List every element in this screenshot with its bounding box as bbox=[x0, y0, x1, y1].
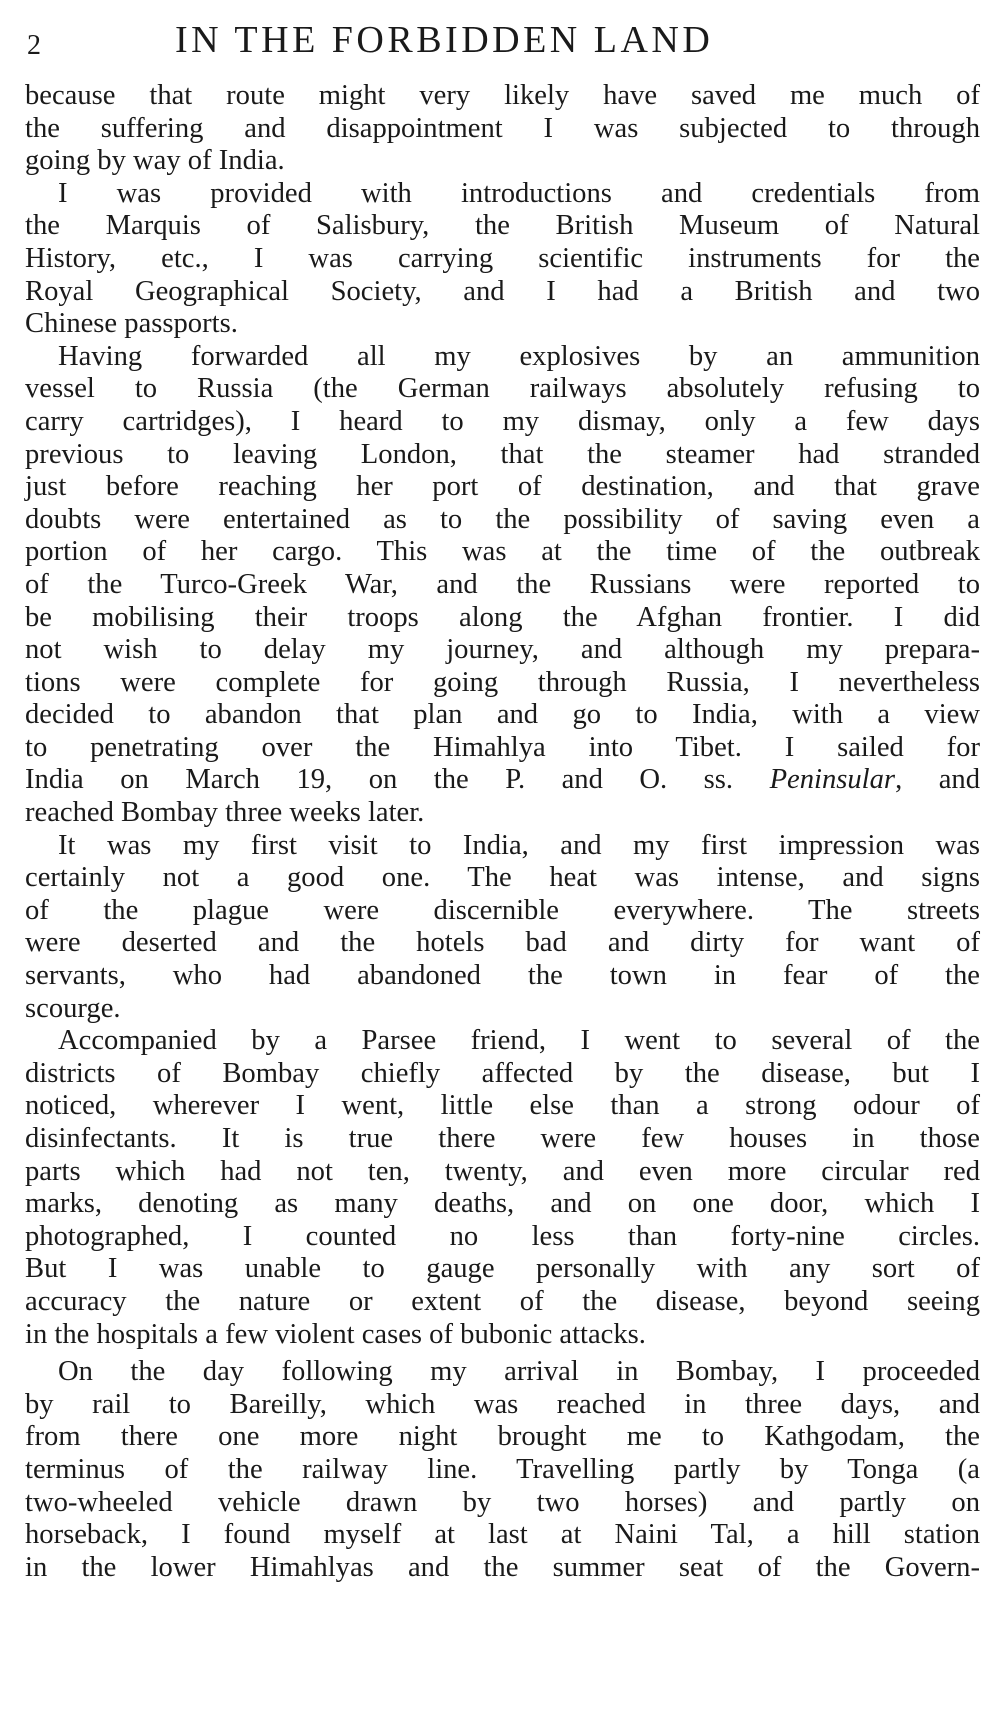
ship-name: Peninsular bbox=[769, 764, 896, 796]
paragraph bbox=[25, 80, 980, 178]
text-line: just before reaching her port of destination, and that grave bbox=[25, 471, 980, 503]
text-line: of the plague were discernible everywhere. The streets bbox=[25, 894, 980, 926]
text-line: certainly not a good one. The heat was intense, and signs bbox=[25, 862, 980, 894]
text-line: decided to abandon that plan and go to India, with a view bbox=[25, 699, 980, 731]
text-fragment: India on March 19, on the P. and O. ss. bbox=[25, 764, 770, 796]
paragraph bbox=[25, 178, 980, 341]
text-line: to penetrating over the Himahlya into Tibet. I sailed for bbox=[25, 731, 980, 763]
text-line: Having forwarded all my explosives by an ammunition bbox=[58, 340, 980, 372]
text-line: previous to leaving London, that the steamer had stranded bbox=[25, 438, 980, 470]
text-line: Accompanied by a Parsee friend, I went to several of the bbox=[58, 1025, 980, 1057]
text-line: scourge. bbox=[25, 992, 121, 1024]
page-number: 2 bbox=[27, 30, 42, 61]
text-line: were deserted and the hotels bad and dirty for want of bbox=[25, 927, 980, 959]
text-line: reached Bombay three weeks later. bbox=[25, 797, 425, 829]
text-line: vessel to Russia (the German railways absolutely refusing to bbox=[25, 373, 980, 405]
text-line: photographed, I counted no less than forty-nine circles. bbox=[25, 1220, 980, 1252]
paragraph bbox=[25, 1356, 980, 1584]
text-line: It was my first visit to India, and my first impression was bbox=[58, 829, 980, 861]
running-head: IN THE FORBIDDEN LAND bbox=[175, 19, 714, 61]
text-line: disinfectants. It is true there were few houses in those bbox=[25, 1123, 980, 1154]
text-line: doubts were entertained as to the possibility of saving even a bbox=[25, 503, 980, 535]
text-fragment: , and bbox=[895, 764, 980, 796]
body-text bbox=[25, 80, 980, 1584]
text-line: History, etc., I was carrying scientific instruments for the bbox=[25, 242, 980, 274]
text-line: tions were complete for going through Russia, I nevertheless bbox=[25, 666, 980, 698]
text-line: servants, who had abandoned the town in fear of the bbox=[25, 960, 980, 992]
text-line: two-wheeled vehicle drawn by two horses) and partly on bbox=[25, 1486, 980, 1518]
text-line: Royal Geographical Society, and I had a British and two bbox=[25, 275, 980, 307]
text-line: horseback, I found myself at last at Naini Tal, a hill station bbox=[25, 1519, 980, 1551]
text-line: the suffering and disappointment I was subjected to through bbox=[25, 112, 980, 144]
text-line: noticed, wherever I went, little else than a strong odour of bbox=[25, 1090, 980, 1122]
text-line: terminus of the railway line. Travelling partly by Tonga (a bbox=[25, 1453, 980, 1485]
text-line: Chinese passports. bbox=[25, 308, 238, 340]
text-line: not wish to delay my journey, and although my prepara- bbox=[25, 634, 980, 666]
text-line: But I was unable to gauge personally with any sort of bbox=[25, 1253, 980, 1285]
text-line: districts of Bombay chiefly affected by the disease, but I bbox=[25, 1057, 980, 1089]
text-line: in the lower Himahlyas and the summer seat of the Govern- bbox=[25, 1551, 980, 1583]
text-line: be mobilising their troops along the Afghan frontier. I did bbox=[25, 601, 980, 633]
paragraph bbox=[25, 1025, 980, 1351]
text-line: of the Turco-Greek War, and the Russians were reported to bbox=[25, 568, 980, 600]
text-line: going by way of India. bbox=[25, 145, 285, 177]
text-line: marks, denoting as many deaths, and on one door, which I bbox=[25, 1188, 980, 1220]
text-line: accuracy the nature or extent of the disease, beyond seeing bbox=[25, 1285, 980, 1317]
text-line-with-ship bbox=[25, 764, 980, 797]
text-line: the Marquis of Salisbury, the British Museum of Natural bbox=[25, 210, 980, 242]
text-line: On the day following my arrival in Bombay, I proceeded bbox=[58, 1356, 980, 1388]
text-line: portion of her cargo. This was at the time of the outbreak bbox=[25, 536, 980, 568]
text-line: parts which had not ten, twenty, and even more circular red bbox=[25, 1155, 980, 1187]
paragraph bbox=[25, 341, 980, 830]
paragraph bbox=[25, 830, 980, 1026]
text-line: by rail to Bareilly, which was reached in three days, and bbox=[25, 1388, 980, 1420]
text-line: from there one more night brought me to Kathgodam, the bbox=[25, 1421, 980, 1453]
page-header bbox=[25, 18, 980, 70]
text-line: I was provided with introductions and credentials from bbox=[58, 177, 980, 209]
text-line: because that route might very likely have saved me much of bbox=[25, 80, 980, 111]
text-line: in the hospitals a few violent cases of bubonic attacks. bbox=[25, 1318, 646, 1350]
book-page bbox=[25, 18, 980, 1584]
text-line: carry cartridges), I heard to my dismay, only a few days bbox=[25, 405, 980, 437]
